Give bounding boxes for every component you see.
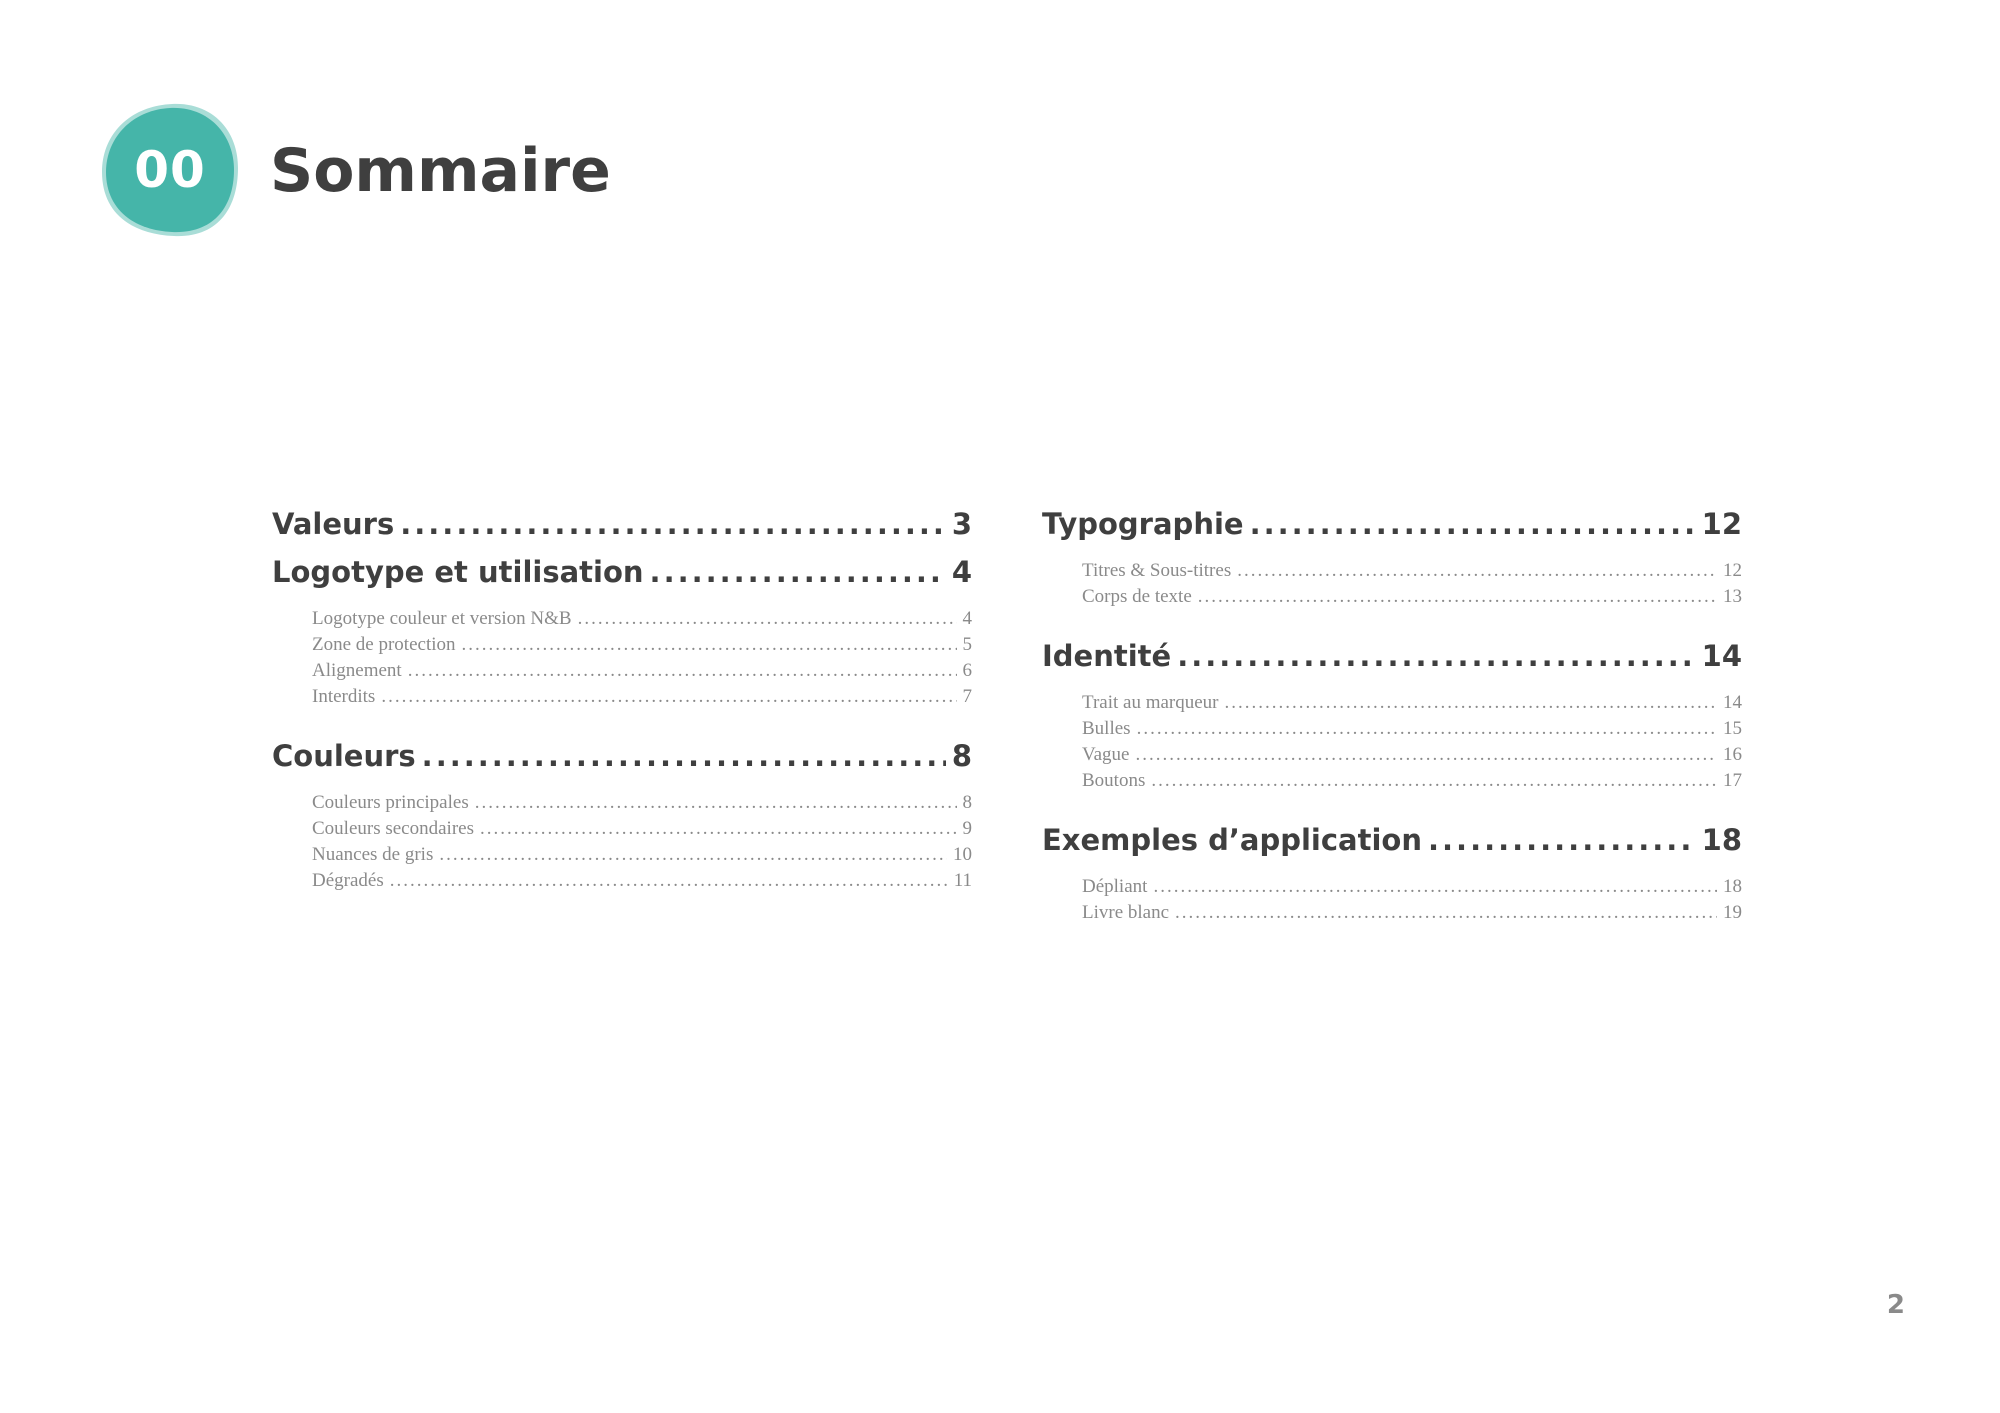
toc-right-column: [1042, 500, 1742, 926]
toc-subitem-row[interactable]: [1082, 900, 1742, 926]
toc-subitem-page: 6: [962, 660, 972, 681]
toc-subitem-row[interactable]: [1082, 690, 1742, 716]
toc-subitem-label: Couleurs principales: [312, 792, 469, 813]
toc-subitem-page: 16: [1723, 744, 1742, 765]
toc-subitem-page: 5: [962, 634, 972, 655]
toc-subitem-row[interactable]: [1082, 584, 1742, 610]
toc-subitem-page: 13: [1723, 586, 1742, 607]
page-number: 2: [1886, 1290, 1905, 1320]
toc-subitem-label: Corps de texte: [1082, 586, 1192, 607]
dot-leader: [1175, 900, 1717, 926]
toc-subitem-label: Trait au marqueur: [1082, 692, 1219, 713]
dot-leader: [1428, 816, 1696, 864]
section-number: 00: [134, 141, 206, 199]
dot-leader: [390, 868, 948, 894]
toc-subitem-page: 12: [1723, 560, 1742, 581]
toc-subitems: [1042, 558, 1742, 610]
toc-section-row[interactable]: [1042, 816, 1742, 864]
dot-leader: [1250, 500, 1696, 548]
dot-leader: [422, 732, 946, 780]
toc-subitem-row[interactable]: [1082, 768, 1742, 794]
toc-section-page: 14: [1701, 639, 1742, 673]
toc-subitem-row[interactable]: [312, 868, 972, 894]
toc-subitem-label: Livre blanc: [1082, 902, 1170, 923]
toc-section-exemples: [1042, 816, 1742, 926]
toc-subitem-label: Logotype couleur et version N&B: [312, 608, 572, 629]
toc-section-page: 18: [1701, 823, 1742, 857]
toc-section-logotype: [272, 548, 972, 710]
toc-left-column: [272, 500, 972, 894]
toc-subitem-page: 8: [962, 792, 972, 813]
dot-leader: [439, 842, 947, 868]
toc-subitem-label: Dépliant: [1082, 876, 1148, 897]
dot-leader: [1198, 584, 1717, 610]
toc-subitem-label: Vague: [1082, 744, 1130, 765]
toc-subitem-row[interactable]: [312, 658, 972, 684]
dot-leader: [1225, 690, 1718, 716]
dot-leader: [1151, 768, 1717, 794]
dot-leader: [578, 606, 957, 632]
dot-leader: [1153, 874, 1717, 900]
toc-section-row[interactable]: [272, 732, 972, 780]
section-badge: [100, 100, 240, 240]
dot-leader: [408, 658, 957, 684]
toc-section-typographie: [1042, 500, 1742, 610]
toc-subitem-label: Nuances de gris: [312, 844, 434, 865]
toc-section-row[interactable]: [1042, 632, 1742, 680]
toc-subitem-row[interactable]: [1082, 716, 1742, 742]
toc-section-valeurs: [272, 500, 972, 548]
toc-subitems: [1042, 690, 1742, 794]
toc-section-title: Exemples d’application: [1042, 823, 1423, 857]
toc-subitem-label: Couleurs secondaires: [312, 818, 474, 839]
toc-subitem-label: Dégradés: [312, 870, 384, 891]
toc-subitem-row[interactable]: [1082, 558, 1742, 584]
dot-leader: [1177, 632, 1695, 680]
toc-subitem-page: 10: [953, 844, 972, 865]
dot-leader: [480, 816, 957, 842]
toc-subitem-label: Bulles: [1082, 718, 1131, 739]
toc-subitem-page: 9: [962, 818, 972, 839]
toc-section-title: Valeurs: [272, 507, 395, 541]
toc-subitem-row[interactable]: [312, 816, 972, 842]
toc-section-page: 3: [951, 507, 972, 541]
toc-subitem-label: Titres & Sous-titres: [1082, 560, 1232, 581]
toc-section-row[interactable]: [1042, 500, 1742, 548]
dot-leader: [400, 500, 946, 548]
toc-subitem-row[interactable]: [312, 790, 972, 816]
toc-subitem-label: Interdits: [312, 686, 376, 707]
dot-leader: [381, 684, 956, 710]
toc-subitems: [272, 606, 972, 710]
dot-leader: [650, 548, 946, 596]
toc-subitem-page: 14: [1723, 692, 1742, 713]
dot-leader: [1135, 742, 1717, 768]
dot-leader: [1237, 558, 1717, 584]
page-title: Sommaire: [270, 136, 611, 206]
dot-leader: [1137, 716, 1717, 742]
toc-subitem-page: 15: [1723, 718, 1742, 739]
toc-subitem-page: 19: [1723, 902, 1742, 923]
toc-subitem-page: 7: [962, 686, 972, 707]
toc-section-page: 12: [1701, 507, 1742, 541]
toc-section-row[interactable]: [272, 500, 972, 548]
toc-subitem-label: Alignement: [312, 660, 402, 681]
toc-subitem-page: 4: [962, 608, 972, 629]
toc-section-title: Logotype et utilisation: [272, 555, 644, 589]
toc-subitems: [272, 790, 972, 894]
toc-section-title: Typographie: [1042, 507, 1244, 541]
dot-leader: [462, 632, 957, 658]
toc-subitem-row[interactable]: [312, 632, 972, 658]
toc-subitem-label: Zone de protection: [312, 634, 456, 655]
toc-subitem-row[interactable]: [312, 684, 972, 710]
toc-subitem-row[interactable]: [1082, 874, 1742, 900]
toc-subitems: [1042, 874, 1742, 926]
toc-subitem-row[interactable]: [312, 606, 972, 632]
toc-subitem-page: 18: [1723, 876, 1742, 897]
toc-subitem-label: Boutons: [1082, 770, 1146, 791]
toc-section-row[interactable]: [272, 548, 972, 596]
toc-section-couleurs: [272, 732, 972, 894]
toc-section-title: Couleurs: [272, 739, 416, 773]
toc-section-page: 8: [951, 739, 972, 773]
toc-section-page: 4: [951, 555, 972, 589]
toc-subitem-page: 11: [953, 870, 972, 891]
toc-subitem-row[interactable]: [312, 842, 972, 868]
toc-section-identite: [1042, 632, 1742, 794]
toc-subitem-page: 17: [1723, 770, 1742, 791]
dot-leader: [475, 790, 957, 816]
toc-subitem-row[interactable]: [1082, 742, 1742, 768]
toc-section-title: Identité: [1042, 639, 1172, 673]
